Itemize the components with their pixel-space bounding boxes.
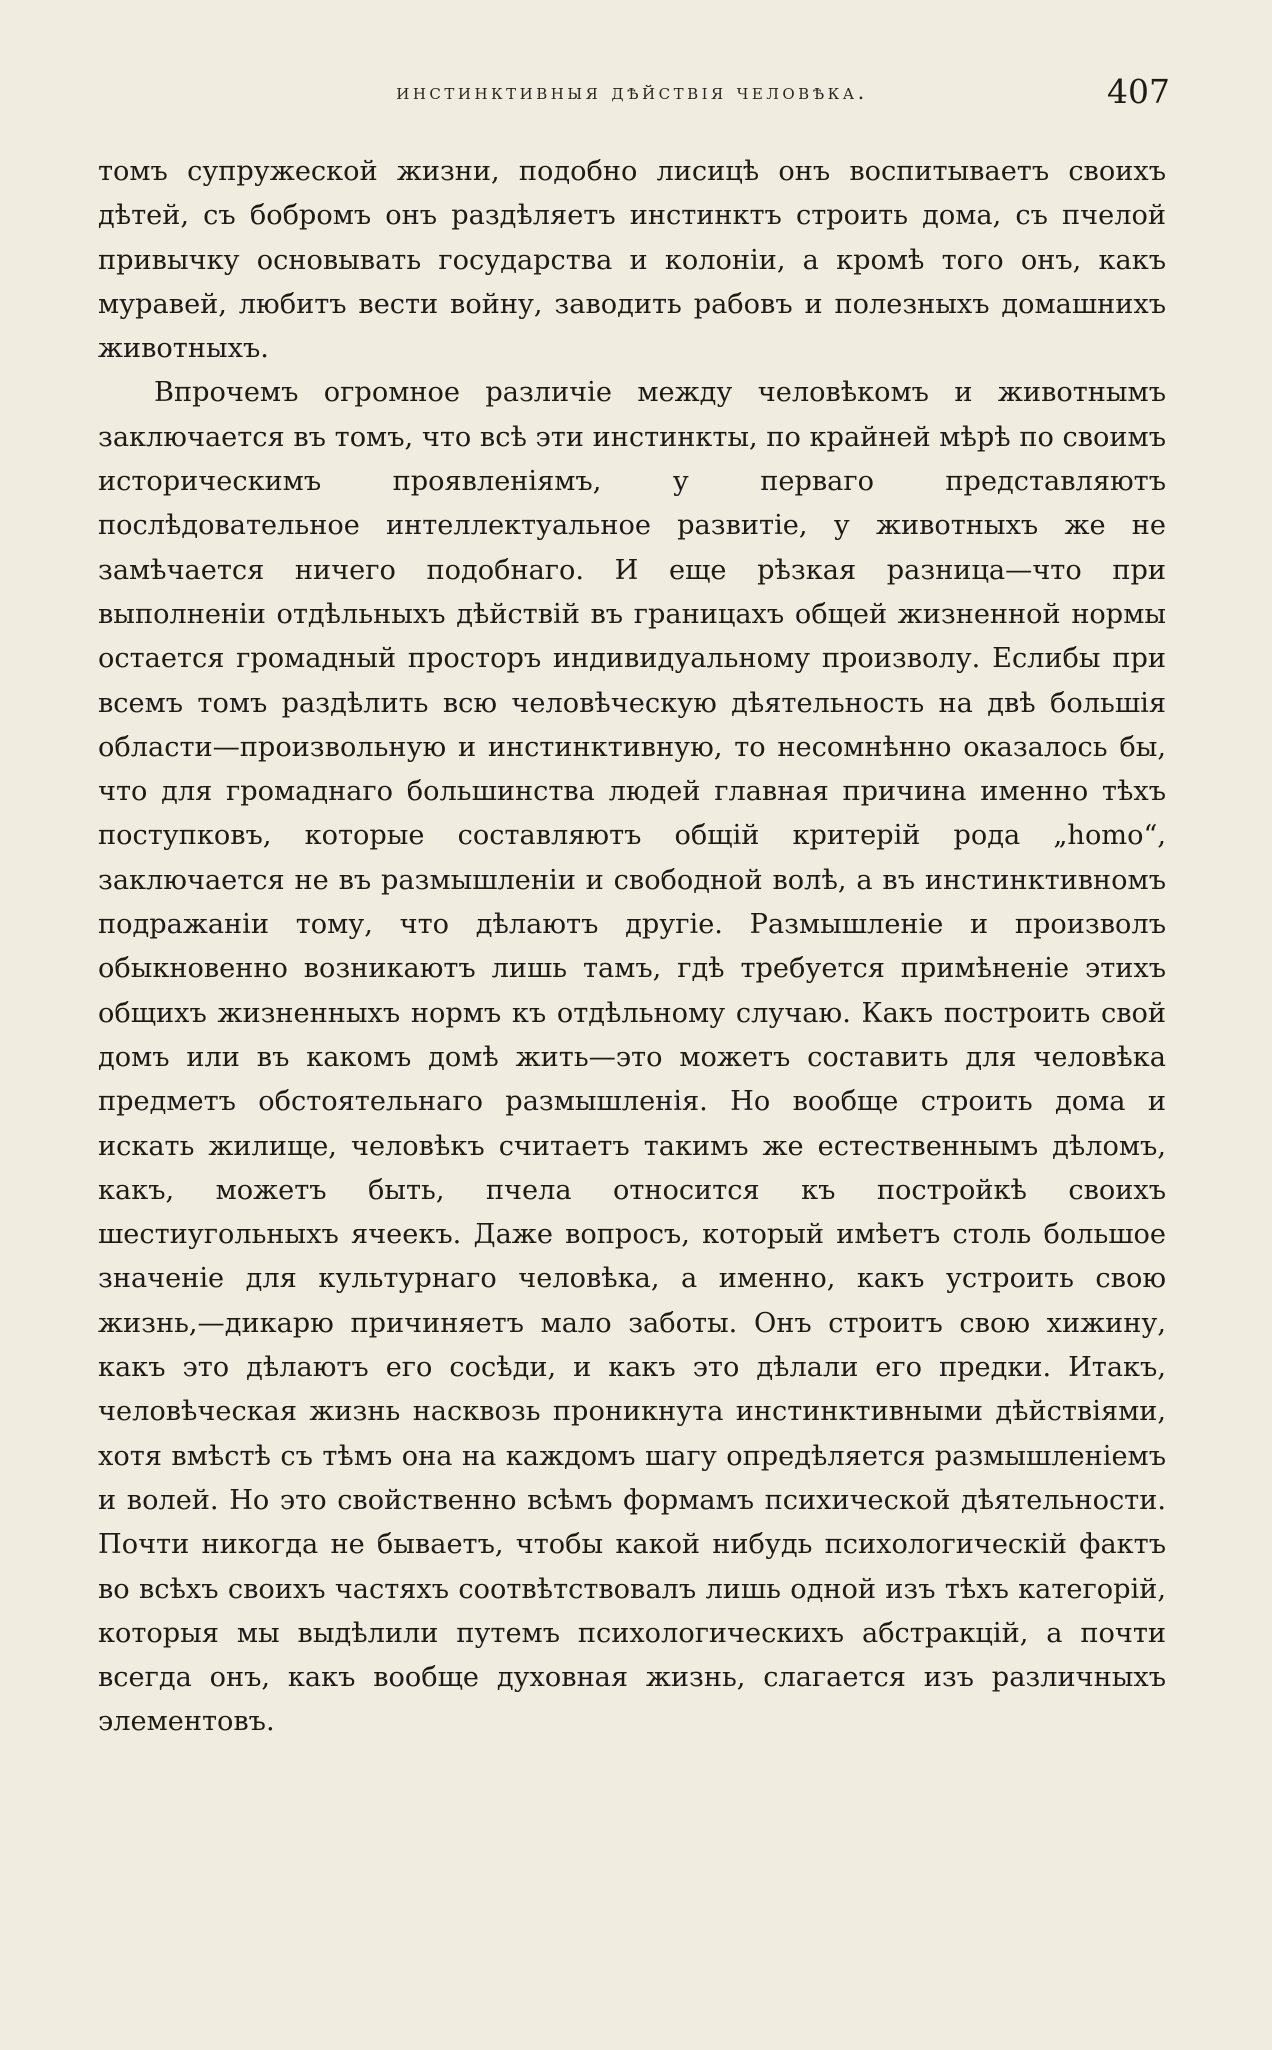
body-text xyxy=(98,150,1166,1745)
page-number: 407 xyxy=(1107,72,1170,111)
running-title: инстинктивныя дѣйствія человѣка. xyxy=(396,80,868,104)
paragraph: Впрочемъ огромное различіе между человѣкомъ и животнымъ заключается въ томъ, что всѣ эти инстинкты, по крайней мѣрѣ по своимъ историческимъ проявленіямъ, у перваго представляютъ послѣдовательное интеллектуальное развитіе, у животныхъ же не замѣчается ничего подобнаго. И еще рѣзкая разница—что при выполненіи отдѣльныхъ дѣйствій въ границахъ общей жизненной нормы остается громадный просторъ индивидуальному произволу. Еслибы при всемъ томъ раздѣлить всю человѣческую дѣятельность на двѣ большія области—произвольную и инстинктивную, то несомнѣнно оказалось бы, что для громаднаго большинства людей главная причина именно тѣхъ поступковъ, которые составляютъ общій критерій рода „homo“, заключается не въ размышленіи и свободной волѣ, а въ инстинктивномъ подражаніи тому, что дѣлаютъ другіе. Размышленіе и произволъ обыкновенно возникаютъ лишь тамъ, гдѣ требуется примѣненіе этихъ общихъ жизненныхъ нормъ къ отдѣльному случаю. Какъ построить свой домъ или въ какомъ домѣ жить—это можетъ составить для человѣка предметъ обстоятельнаго размышленія. Но вообще строить дома и искать жилище, человѣкъ считаетъ такимъ же естественнымъ дѣломъ, какъ, можетъ быть, пчела относится къ постройкѣ своихъ шестиугольныхъ ячеекъ. Даже вопросъ, который имѣетъ столь большое значеніе для культурнаго человѣка, а именно, какъ устроить свою жизнь,—дикарю причиняетъ мало заботы. Онъ строитъ свою хижину, какъ это дѣлаютъ его сосѣди, и какъ это дѣлали его предки. Итакъ, человѣческая жизнь насквозь проникнута инстинктивными дѣйствіями, хотя вмѣстѣ съ тѣмъ она на каждомъ шагу опредѣляется размышленіемъ и волей. Но это свойственно всѣмъ формамъ психической дѣятельности. Почти никогда не бываетъ, чтобы какой нибудь психологическій фактъ во всѣхъ своихъ частяхъ соотвѣтствовалъ лишь одной изъ тѣхъ категорій, которыя мы выдѣлили путемъ психологическихъ абстракцій, а почти всегда онъ, какъ вообще духовная жизнь, слагается изъ различныхъ элементовъ. xyxy=(98,377,1166,1738)
running-head xyxy=(98,72,1170,112)
paragraph-continued: томъ супружеской жизни, подобно лисицѣ онъ воспитываетъ своихъ дѣтей, съ бобромъ онъ раздѣляетъ инстинктъ строить дома, съ пчелой привычку основывать государства и колоніи, а кромѣ того онъ, какъ муравей, любитъ вести войну, заводить рабовъ и полезныхъ домашнихъ животныхъ. xyxy=(98,156,1166,365)
